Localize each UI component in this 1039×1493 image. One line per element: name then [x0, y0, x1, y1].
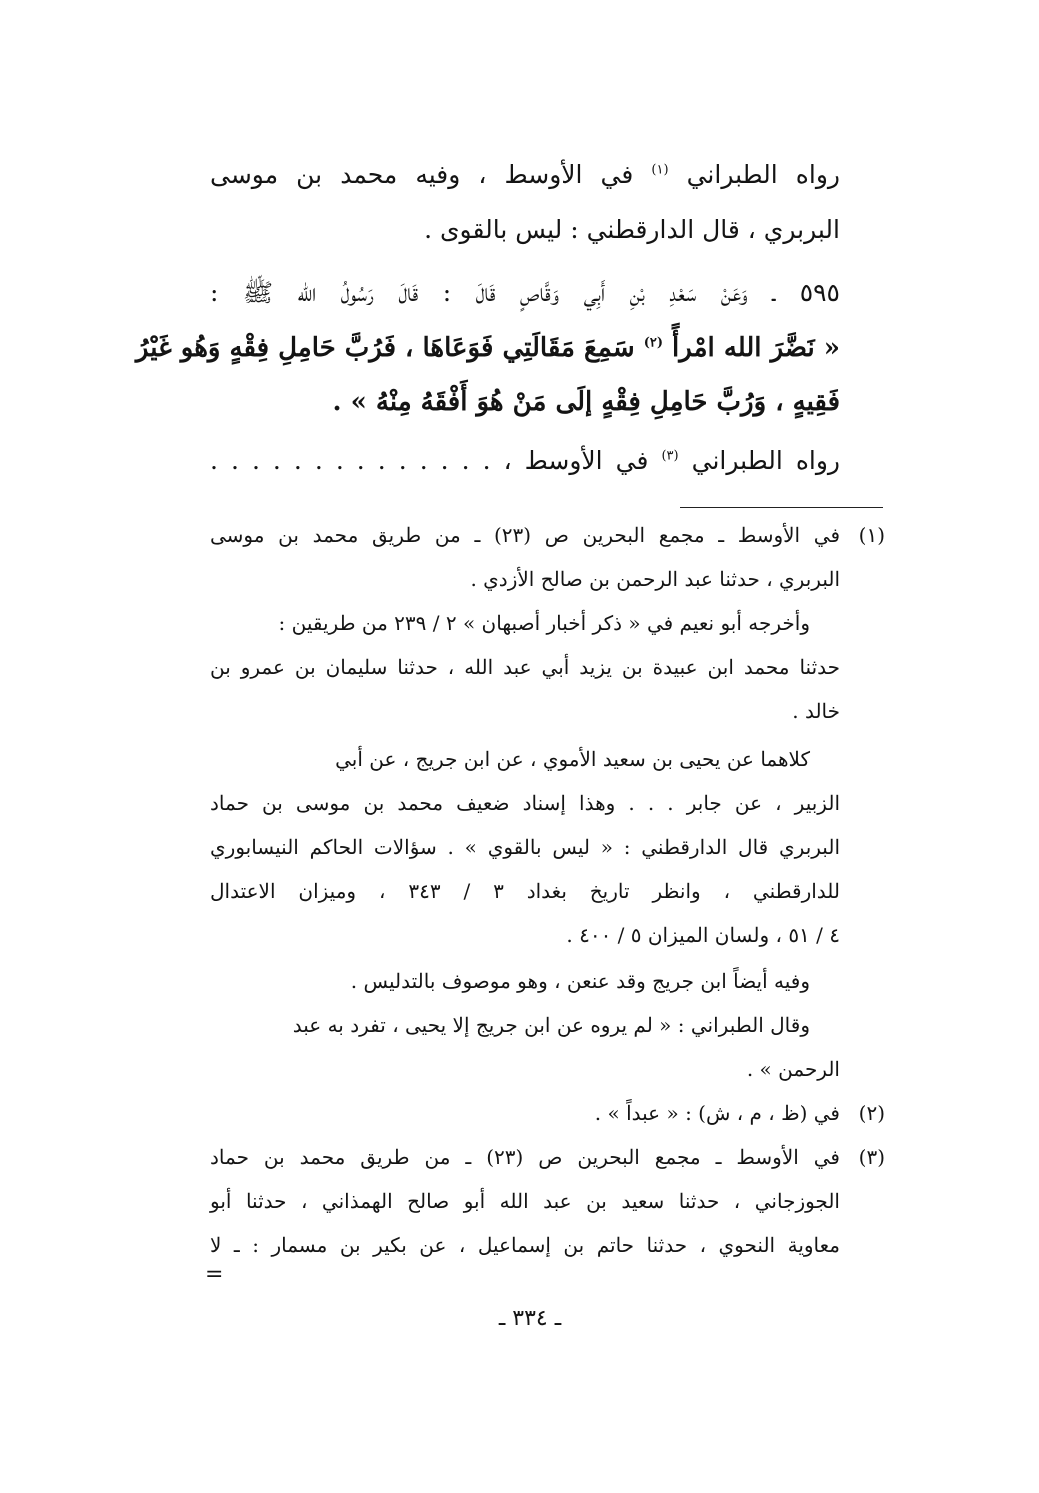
footnote-1-line6	[210, 746, 840, 772]
footnote-1-line4: حدثنا محمد ابن عبيدة بن يزيد أبي عبد الله ، حدثنا سليمان بن عمرو بن	[210, 655, 840, 679]
footnote-2-line1	[210, 1100, 885, 1126]
text-segment: وفيه أيضاً ابن جريج وقد عنعن ، وهو موصوف بالتدليس .	[350, 969, 810, 993]
footnote-3-line1	[210, 1144, 885, 1170]
text-segment: وقال الطبراني : « لم يروه عن ابن جريج إلا يحيى ، تفرد به عبد	[292, 1013, 810, 1037]
text-segment: كلاهما عن يحيى بن سعيد الأموي ، عن ابن جريج ، عن أبي	[335, 747, 810, 771]
footnote-1-line13: الرحمن » .	[746, 1057, 840, 1081]
text-segment: وأخرجه أبو نعيم في « ذكر أخبار أصبهان » ٢ / ٢٣٩ من طريقين :	[278, 611, 810, 635]
footnote-1-line1	[210, 522, 885, 548]
text-segment: رواه الطبراني	[691, 446, 841, 475]
main-p2-line	[210, 446, 840, 476]
text-segment: في الأوسط ـ مجمع البحرين ص (٢٣) ـ من طريق محمد بن حماد	[210, 1145, 840, 1169]
text-segment: « نَضَّرَ الله امْرأً	[672, 333, 840, 363]
footnote-1-line10: ٤ / ٥١ ، ولسان الميزان ٥ / ٤٠٠ .	[566, 923, 840, 947]
footnote-3-line2: الجوزجاني ، حدثنا سعيد بن عبد الله أبو صالح الهمذاني ، حدثنا أبو	[210, 1189, 840, 1213]
footnote-1-line2: البربري ، حدثنا عبد الرحمن بن صالح الأزدي .	[470, 567, 840, 591]
hadith-line2	[135, 332, 840, 364]
text-segment: في الأوسط ـ مجمع البحرين ص (٢٣) ـ من طريق محمد بن موسى	[210, 523, 841, 547]
footnote-1-line11	[210, 968, 840, 994]
footnote-ref-1[interactable]: (١)	[651, 162, 669, 178]
main-text	[135, 160, 841, 500]
footnote-3-number: (٣)	[858, 1145, 885, 1169]
footnote-1-line12	[210, 1012, 840, 1038]
footnotes	[210, 522, 885, 1282]
footnote-ref-2[interactable]: (٢)	[643, 335, 663, 351]
text-segment: في الأوسط ، وفيه محمد بن موسى	[210, 160, 634, 189]
footnote-1-line8: البربري قال الدارقطني : « ليس بالقوي » . سؤالات الحاكم النيسابوري	[210, 835, 840, 859]
footnote-1-line3	[210, 610, 840, 636]
text-segment: في الأوسط ، . . . . . . . . . . . . . .	[210, 446, 649, 475]
footnote-1-line5: خالد .	[792, 699, 840, 723]
footnote-ref-3[interactable]: (٣)	[661, 448, 679, 464]
main-p1-line1	[210, 160, 840, 190]
continuation-mark: =	[205, 1262, 224, 1287]
hadith-line3: فَقِيهٍ ، وَرُبَّ حَامِلِ فِقْهٍ إلَى مَنْ هُوَ أَفْقَهُ مِنْهُ » .	[332, 387, 840, 417]
footnote-1-line7: الزبير ، عن جابر . . . وهذا إسناد ضعيف محمد بن موسى بن حماد	[210, 791, 840, 815]
hadith-line1: ٥٩٥ ـ وَعَنْ سَعْدِ بْنِ أَبِي وَقَّاصٍ قَالَ : قَالَ رَسُولُ الله ﷺ :	[210, 278, 840, 307]
main-p1-line2: البربري ، قال الدارقطني : ليس بالقوى .	[424, 215, 840, 244]
footnote-3-line3: معاوية النحوي ، حدثنا حاتم بن إسماعيل ، عن بكير بن مسمار : ـ لا	[210, 1233, 840, 1257]
footnote-separator	[680, 507, 883, 508]
text-segment: في (ظ ، م ، ش) : « عبداً » .	[594, 1101, 840, 1125]
footnote-1-number: (١)	[858, 523, 885, 547]
text-segment: سَمِعَ مَقَالَتِي فَوَعَاهَا ، فَرُبَّ حَامِلِ فِقْهٍ وَهُو غَيْرُ	[135, 333, 635, 363]
page-number: ـ ٣٣٤ ـ	[498, 1306, 562, 1331]
text-segment: رواه الطبراني	[686, 160, 840, 189]
footnote-2-number: (٢)	[858, 1101, 885, 1125]
footnote-1-line9: للدارقطني ، وانظر تاريخ بغداد ٣ / ٣٤٣ ، وميزان الاعتدال	[210, 879, 841, 903]
